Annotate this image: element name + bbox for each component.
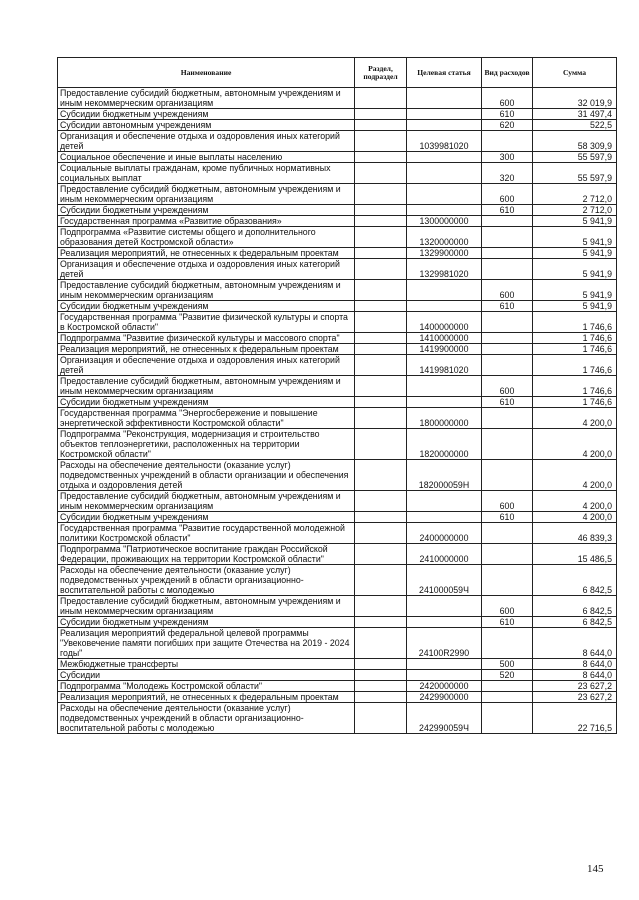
cell-expense (482, 628, 533, 659)
cell-expense: 620 (482, 120, 533, 131)
cell-sum: 4 200,0 (533, 460, 617, 491)
cell-target (407, 670, 482, 681)
cell-expense (482, 429, 533, 460)
cell-name: Подпрограмма "Патриотическое воспитание граждан Российской Федерации, проживающих на территории Костромской области" (58, 544, 355, 565)
cell-section (355, 544, 407, 565)
table-row (58, 703, 617, 734)
cell-name: Государственная программа "Энергосбережение и повышение энергетической эффективности Костромской области" (58, 408, 355, 429)
table-row (58, 565, 617, 596)
cell-expense: 520 (482, 670, 533, 681)
cell-expense (482, 544, 533, 565)
cell-sum: 1 746,6 (533, 344, 617, 355)
cell-target (407, 596, 482, 617)
cell-name: Предоставление субсидий бюджетным, автономным учреждениям и иным некоммерческим организациям (58, 88, 355, 109)
cell-name: Организация и обеспечение отдыха и оздоровления иных категорий детей (58, 131, 355, 152)
cell-sum: 6 842,5 (533, 565, 617, 596)
table-row (58, 88, 617, 109)
cell-expense (482, 460, 533, 491)
cell-section (355, 429, 407, 460)
cell-target (407, 120, 482, 131)
cell-section (355, 565, 407, 596)
cell-section (355, 184, 407, 205)
cell-name: Подпрограмма "Развитие физической культуры и массового спорта" (58, 333, 355, 344)
cell-name: Государственная программа "Развитие государственной молодежной политики Костромской области" (58, 523, 355, 544)
page-number: 145 (587, 863, 604, 875)
cell-target (407, 491, 482, 512)
cell-sum: 15 486,5 (533, 544, 617, 565)
cell-section (355, 109, 407, 120)
cell-expense: 600 (482, 88, 533, 109)
table-row (58, 681, 617, 692)
cell-expense: 600 (482, 491, 533, 512)
cell-name: Государственная программа «Развитие образования» (58, 216, 355, 227)
cell-expense (482, 692, 533, 703)
cell-expense: 600 (482, 376, 533, 397)
cell-sum: 4 200,0 (533, 408, 617, 429)
cell-target: 1320000000 (407, 227, 482, 248)
cell-sum: 8 644,0 (533, 628, 617, 659)
cell-section (355, 248, 407, 259)
cell-expense (482, 227, 533, 248)
cell-expense: 500 (482, 659, 533, 670)
cell-target (407, 109, 482, 120)
table-row (58, 491, 617, 512)
cell-sum: 5 941,9 (533, 216, 617, 227)
cell-sum: 31 497,4 (533, 109, 617, 120)
cell-sum: 23 627,2 (533, 681, 617, 692)
cell-name: Субсидии бюджетным учреждениям (58, 617, 355, 628)
table-row (58, 408, 617, 429)
cell-name: Субсидии бюджетным учреждениям (58, 205, 355, 216)
cell-target (407, 152, 482, 163)
cell-target (407, 301, 482, 312)
cell-target: 242990059Ч (407, 703, 482, 734)
cell-section (355, 301, 407, 312)
budget-table (57, 57, 617, 734)
cell-section (355, 152, 407, 163)
table-row (58, 596, 617, 617)
cell-name: Подпрограмма "Молодежь Костромской области" (58, 681, 355, 692)
cell-expense (482, 344, 533, 355)
cell-name: Предоставление субсидий бюджетным, автономным учреждениям и иным некоммерческим организациям (58, 491, 355, 512)
cell-name: Государственная программа "Развитие физической культуры и спорта в Костромской области" (58, 312, 355, 333)
budget-table-container (57, 57, 616, 734)
cell-section (355, 692, 407, 703)
cell-target (407, 397, 482, 408)
cell-sum: 8 644,0 (533, 659, 617, 670)
table-row (58, 184, 617, 205)
cell-name: Расходы на обеспечение деятельности (оказание услуг) подведомственных учреждений в области организационно-воспитательной работы с молодежью (58, 565, 355, 596)
cell-expense (482, 259, 533, 280)
cell-name: Организация и обеспечение отдыха и оздоровления иных категорий детей (58, 259, 355, 280)
cell-expense: 300 (482, 152, 533, 163)
cell-target: 1419981020 (407, 355, 482, 376)
table-row (58, 333, 617, 344)
cell-section (355, 259, 407, 280)
table-row (58, 227, 617, 248)
cell-section (355, 659, 407, 670)
cell-sum: 6 842,5 (533, 596, 617, 617)
cell-section (355, 163, 407, 184)
cell-sum: 5 941,9 (533, 280, 617, 301)
table-row (58, 205, 617, 216)
cell-expense: 600 (482, 184, 533, 205)
cell-target: 1329981020 (407, 259, 482, 280)
table-row (58, 355, 617, 376)
cell-section (355, 491, 407, 512)
cell-expense (482, 355, 533, 376)
table-row (58, 120, 617, 131)
cell-name: Организация и обеспечение отдыха и оздоровления иных категорий детей (58, 355, 355, 376)
cell-name: Реализация мероприятий, не отнесенных к федеральным проектам (58, 248, 355, 259)
cell-target: 1419900000 (407, 344, 482, 355)
cell-sum: 1 746,6 (533, 333, 617, 344)
cell-expense (482, 408, 533, 429)
cell-section (355, 312, 407, 333)
cell-sum: 1 746,6 (533, 312, 617, 333)
cell-name: Подпрограмма "Реконструкция, модернизация и строительство объектов теплоэнергетики, расположенных на территории Костромской области" (58, 429, 355, 460)
header-name: Наименование (58, 58, 355, 88)
cell-name: Реализация мероприятий, не отнесенных к федеральным проектам (58, 692, 355, 703)
cell-target: 1410000000 (407, 333, 482, 344)
table-row (58, 109, 617, 120)
cell-expense: 610 (482, 397, 533, 408)
cell-expense (482, 703, 533, 734)
table-row (58, 628, 617, 659)
cell-sum: 1 746,6 (533, 397, 617, 408)
cell-name: Социальные выплаты гражданам, кроме публичных нормативных социальных выплат (58, 163, 355, 184)
cell-sum: 46 839,3 (533, 523, 617, 544)
cell-target (407, 512, 482, 523)
cell-sum: 22 716,5 (533, 703, 617, 734)
header-section: Раздел, подраздел (355, 58, 407, 88)
table-row (58, 216, 617, 227)
cell-section (355, 205, 407, 216)
cell-sum: 5 941,9 (533, 301, 617, 312)
cell-expense (482, 523, 533, 544)
table-row (58, 692, 617, 703)
cell-target: 2400000000 (407, 523, 482, 544)
table-row (58, 544, 617, 565)
cell-target (407, 88, 482, 109)
cell-sum: 1 746,6 (533, 355, 617, 376)
cell-target: 24100R2990 (407, 628, 482, 659)
cell-target: 1300000000 (407, 216, 482, 227)
table-row (58, 259, 617, 280)
table-body (58, 88, 617, 734)
cell-section (355, 344, 407, 355)
cell-expense (482, 565, 533, 596)
table-row (58, 617, 617, 628)
cell-name: Предоставление субсидий бюджетным, автономным учреждениям и иным некоммерческим организациям (58, 596, 355, 617)
cell-section (355, 397, 407, 408)
cell-sum: 1 746,6 (533, 376, 617, 397)
cell-section (355, 280, 407, 301)
cell-expense: 610 (482, 617, 533, 628)
table-row (58, 659, 617, 670)
cell-sum: 5 941,9 (533, 259, 617, 280)
cell-sum: 8 644,0 (533, 670, 617, 681)
cell-target: 2410000000 (407, 544, 482, 565)
cell-sum: 6 842,5 (533, 617, 617, 628)
cell-section (355, 460, 407, 491)
cell-name: Субсидии бюджетным учреждениям (58, 301, 355, 312)
cell-expense: 610 (482, 109, 533, 120)
cell-target (407, 205, 482, 216)
cell-name: Расходы на обеспечение деятельности (оказание услуг) подведомственных учреждений в области организации и обеспечения отдыха и оздоровления детей (58, 460, 355, 491)
cell-expense: 610 (482, 205, 533, 216)
header-expense: Вид расходов (482, 58, 533, 88)
cell-section (355, 628, 407, 659)
cell-section (355, 512, 407, 523)
table-row (58, 397, 617, 408)
table-row (58, 163, 617, 184)
cell-name: Расходы на обеспечение деятельности (оказание услуг) подведомственных учреждений в области организационно-воспитательной работы с молодежью (58, 703, 355, 734)
cell-target: 1400000000 (407, 312, 482, 333)
cell-expense (482, 312, 533, 333)
cell-name: Предоставление субсидий бюджетным, автономным учреждениям и иным некоммерческим организациям (58, 280, 355, 301)
cell-target: 1820000000 (407, 429, 482, 460)
cell-name: Предоставление субсидий бюджетным, автономным учреждениям и иным некоммерческим организациям (58, 376, 355, 397)
cell-section (355, 376, 407, 397)
cell-name: Реализация мероприятий, не отнесенных к федеральным проектам (58, 344, 355, 355)
cell-sum: 55 597,9 (533, 152, 617, 163)
cell-expense (482, 333, 533, 344)
cell-name: Субсидии бюджетным учреждениям (58, 109, 355, 120)
cell-expense (482, 131, 533, 152)
table-header-row (58, 58, 617, 88)
cell-sum: 55 597,9 (533, 163, 617, 184)
cell-target: 2420000000 (407, 681, 482, 692)
cell-target (407, 617, 482, 628)
table-row (58, 280, 617, 301)
cell-target (407, 163, 482, 184)
table-row (58, 460, 617, 491)
cell-sum: 4 200,0 (533, 491, 617, 512)
table-row (58, 301, 617, 312)
table-row (58, 152, 617, 163)
cell-target: 1039981020 (407, 131, 482, 152)
table-row (58, 670, 617, 681)
cell-expense (482, 681, 533, 692)
cell-name: Субсидии автономным учреждениям (58, 120, 355, 131)
cell-target (407, 659, 482, 670)
cell-expense: 610 (482, 512, 533, 523)
cell-section (355, 523, 407, 544)
cell-name: Подпрограмма «Развитие системы общего и дополнительного образования детей Костромской области» (58, 227, 355, 248)
table-row (58, 376, 617, 397)
cell-target: 182000059Н (407, 460, 482, 491)
cell-sum: 522,5 (533, 120, 617, 131)
header-target: Целевая статья (407, 58, 482, 88)
cell-name: Предоставление субсидий бюджетным, автономным учреждениям и иным некоммерческим организациям (58, 184, 355, 205)
cell-expense: 600 (482, 596, 533, 617)
cell-sum: 4 200,0 (533, 512, 617, 523)
cell-sum: 4 200,0 (533, 429, 617, 460)
cell-name: Межбюджетные трансферты (58, 659, 355, 670)
cell-sum: 32 019,9 (533, 88, 617, 109)
cell-expense: 600 (482, 280, 533, 301)
table-row (58, 344, 617, 355)
cell-section (355, 681, 407, 692)
cell-section (355, 408, 407, 429)
cell-target: 1800000000 (407, 408, 482, 429)
cell-section (355, 216, 407, 227)
cell-target (407, 376, 482, 397)
cell-expense: 610 (482, 301, 533, 312)
cell-name: Субсидии бюджетным учреждениям (58, 512, 355, 523)
cell-sum: 5 941,9 (533, 227, 617, 248)
cell-target (407, 280, 482, 301)
table-row (58, 312, 617, 333)
cell-sum: 23 627,2 (533, 692, 617, 703)
cell-target: 2429900000 (407, 692, 482, 703)
cell-section (355, 355, 407, 376)
cell-section (355, 617, 407, 628)
cell-target: 241000059Ч (407, 565, 482, 596)
cell-expense (482, 216, 533, 227)
cell-section (355, 88, 407, 109)
cell-sum: 2 712,0 (533, 205, 617, 216)
cell-section (355, 596, 407, 617)
cell-section (355, 670, 407, 681)
cell-expense (482, 248, 533, 259)
cell-sum: 2 712,0 (533, 184, 617, 205)
cell-section (355, 333, 407, 344)
cell-section (355, 131, 407, 152)
cell-section (355, 120, 407, 131)
cell-name: Социальное обеспечение и иные выплаты населению (58, 152, 355, 163)
table-row (58, 523, 617, 544)
cell-name: Реализация мероприятий федеральной целевой программы "Увековечение памяти погибших при защите Отечества на 2019 - 2024 годы" (58, 628, 355, 659)
table-row (58, 429, 617, 460)
table-row (58, 512, 617, 523)
table-row (58, 248, 617, 259)
cell-expense: 320 (482, 163, 533, 184)
cell-section (355, 227, 407, 248)
cell-sum: 58 309,9 (533, 131, 617, 152)
header-sum: Сумма (533, 58, 617, 88)
cell-name: Субсидии (58, 670, 355, 681)
cell-name: Субсидии бюджетным учреждениям (58, 397, 355, 408)
cell-sum: 5 941,9 (533, 248, 617, 259)
cell-target (407, 184, 482, 205)
table-row (58, 131, 617, 152)
cell-section (355, 703, 407, 734)
cell-target: 1329900000 (407, 248, 482, 259)
